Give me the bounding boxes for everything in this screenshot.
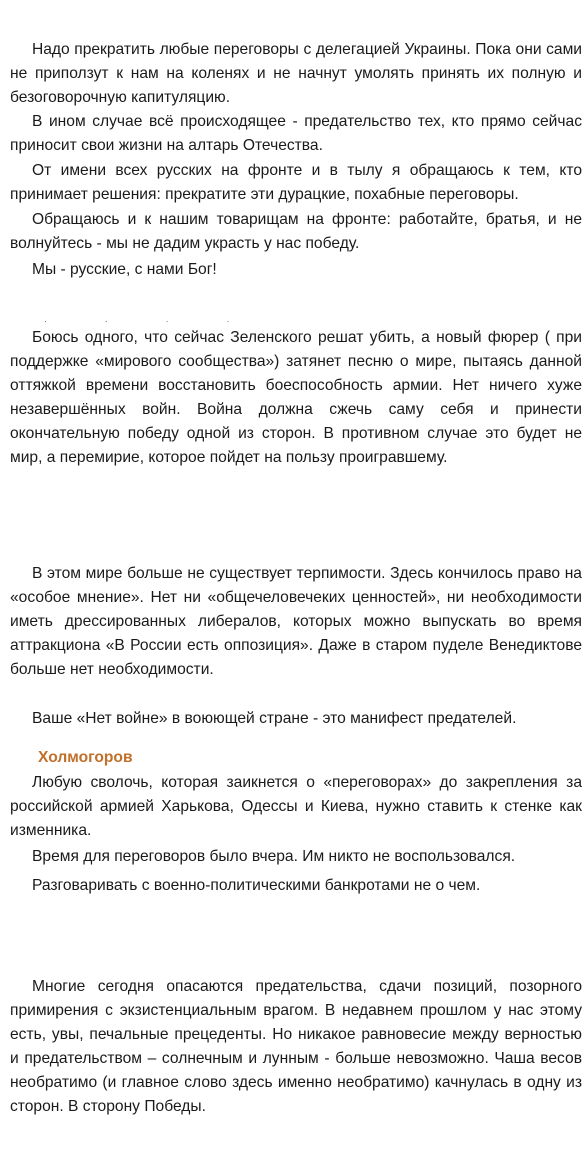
paragraph-1-4: Обращаюсь и к нашим товарищам на фронте: работайте, братья, и не волнуйтесь - мы не дадим украсть у нас победу. <box>10 211 582 252</box>
paragraph-1-5: Мы - русские, с нами Бог! <box>32 261 217 278</box>
paragraph-3-2: Ваше «Нет войне» в воюющей стране - это манифест предателей. <box>32 710 517 727</box>
cropped-text-fragment: · · · · <box>44 317 258 326</box>
paragraph-4-3: Разговаривать с военно-политическими банкротами не о чем. <box>32 877 481 894</box>
paragraph-1-2: В ином случае всё происходящее - предательство тех, кто прямо сейчас приносит свои жизни на алтарь Отечества. <box>10 113 582 154</box>
author-name: Холмогоров <box>38 749 133 766</box>
paragraph-3-1: В этом мире больше не существует терпимости. Здесь кончилось право на «особое мнение». Нет ни «общечеловечеких ценностей», ни необходимости иметь дрессированных либералов, которых можно выпускать во время аттракциона «В России есть оппозиция». Даже в старом пуделе Венедиктове больше нет необходимости. <box>10 565 582 678</box>
paragraph-4-2: Время для переговоров было вчера. Им никто не воспользовался. <box>32 848 516 865</box>
paragraph-5-1: Многие сегодня опасаются предательства, сдачи позиций, позорного примирения с экзистенциальным врагом. В недавнем прошлом у нас этому есть, увы, печальные прецеденты. Но никакое равновесие между верностью и предательством – солнечным и лунным - больше невозможно. Чаша весов необратимо (и главное слово здесь именно необратимо) качнулась в одну из сторон. В сторону Победы. <box>10 978 582 1115</box>
paragraph-1-3: От имени всех русских на фронте и в тылу я обращаюсь к тем, кто принимает решения: прекратите эти дурацкие, похабные переговоры. <box>10 162 582 203</box>
paragraph-1-1: Надо прекратить любые переговоры с делегацией Украины. Пока они сами не приползут к нам на коленях и не начнут умолять принять их полную и безоговорочную капитуляцию. <box>10 41 582 106</box>
paragraph-2-1: Боюсь одного, что сейчас Зеленского решат убить, а новый фюрер ( при поддержке «мирового сообщества») затянет песню о мире, пытаясь данной оттяжкой времени восстановить боеспособность армии. Нет ничего хуже незавершённых войн. Война должна сжечь саму себя и принести окончательную победу одной из сторон. В противном случае это будет не мир, а перемирие, которое пойдет на пользу проигравшему. <box>10 329 582 466</box>
paragraph-4-1: Любую сволочь, которая заикнется о «переговорах» до закрепления за российской армией Харькова, Одессы и Киева, нужно ставить к стенке как изменника. <box>10 774 582 839</box>
